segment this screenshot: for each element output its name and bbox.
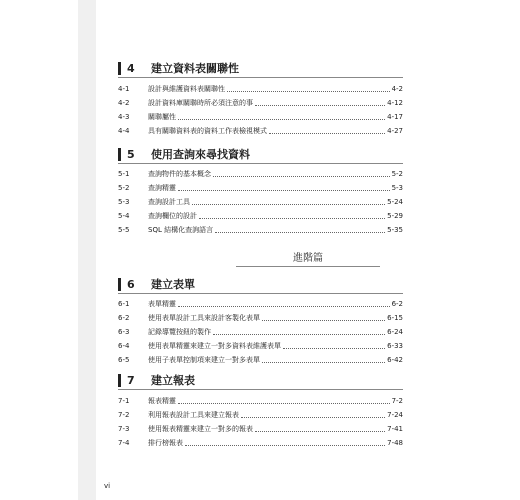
chapter-title: 使用查詢來尋找資料 <box>151 148 250 161</box>
entry-title: 查詢精靈 <box>148 184 176 192</box>
entry-number: 7-2 <box>118 411 130 419</box>
entry-title: 具有關聯資料表的資料工作表檢視模式 <box>148 127 267 135</box>
section-heading: 進階篇 <box>96 249 520 264</box>
chapter-heading <box>118 146 398 162</box>
entry-number: 6-5 <box>118 356 130 364</box>
dot-leader <box>192 203 385 205</box>
dot-leader <box>262 319 385 321</box>
toc-page <box>96 0 520 500</box>
dot-leader <box>213 175 390 177</box>
entry-number: 6-2 <box>118 314 130 322</box>
entry-title: 表單精靈 <box>148 300 176 308</box>
dot-leader <box>283 347 385 349</box>
chapter-heading <box>118 276 398 292</box>
dot-leader <box>269 132 385 134</box>
toc-entry[interactable] <box>118 123 403 135</box>
toc-entry[interactable] <box>118 296 403 308</box>
entry-page: 5-3 <box>391 184 403 192</box>
chapter-marker <box>118 278 121 291</box>
chapter-number: 4 <box>127 61 135 75</box>
dot-leader <box>215 231 385 233</box>
entry-title: 關聯屬性 <box>148 113 176 121</box>
toc-entry[interactable] <box>118 310 403 322</box>
chapter-number: 6 <box>127 277 135 291</box>
entry-number: 6-1 <box>118 300 130 308</box>
toc-entry[interactable] <box>118 95 403 107</box>
entry-page: 6-24 <box>387 328 403 336</box>
dot-leader <box>227 90 390 92</box>
entry-page: 5-24 <box>387 198 403 206</box>
toc-entry[interactable] <box>118 208 403 220</box>
entry-page: 6-15 <box>387 314 403 322</box>
chapter-title: 建立報表 <box>151 374 195 387</box>
entry-number: 5-3 <box>118 198 130 206</box>
left-margin-bar <box>78 0 96 500</box>
dot-leader <box>185 444 385 446</box>
entry-title: 排行榜報表 <box>148 439 183 447</box>
entry-page: 5-35 <box>387 226 403 234</box>
entry-title: 查詢物件的基本概念 <box>148 170 211 178</box>
dot-leader <box>262 361 385 363</box>
toc-entry[interactable] <box>118 180 403 192</box>
dot-leader <box>255 104 385 106</box>
entry-title: 查詢欄位的設計 <box>148 212 197 220</box>
chapter-number: 7 <box>127 373 135 387</box>
entry-page: 7-48 <box>387 439 403 447</box>
entry-number: 5-1 <box>118 170 130 178</box>
entry-number: 7-1 <box>118 397 130 405</box>
chapter-heading <box>118 372 398 388</box>
chapter-rule <box>118 389 403 390</box>
entry-title: 報表精靈 <box>148 397 176 405</box>
entry-title: 使用報表精靈來建立一對多的報表 <box>148 425 253 433</box>
dot-leader <box>178 189 390 191</box>
toc-entry[interactable] <box>118 166 403 178</box>
entry-page: 7-24 <box>387 411 403 419</box>
chapter-heading <box>118 60 398 76</box>
toc-entry[interactable] <box>118 222 403 234</box>
entry-title: 設計與維護資料表關聯性 <box>148 85 225 93</box>
toc-entry[interactable] <box>118 324 403 336</box>
entry-page: 7-2 <box>391 397 403 405</box>
entry-number: 4-2 <box>118 99 130 107</box>
entry-page: 4-12 <box>387 99 403 107</box>
entry-page: 5-29 <box>387 212 403 220</box>
entry-number: 6-4 <box>118 342 130 350</box>
dot-leader <box>255 430 385 432</box>
entry-title: 查詢設計工具 <box>148 198 190 206</box>
entry-title: 使用表單精靈來建立一對多資料表維護表單 <box>148 342 281 350</box>
entry-page: 7-41 <box>387 425 403 433</box>
chapter-rule <box>118 163 403 164</box>
entry-number: 7-4 <box>118 439 130 447</box>
entry-page: 6-33 <box>387 342 403 350</box>
entry-page: 4-17 <box>387 113 403 121</box>
entry-title: 設計資料庫關聯時所必須注意的事 <box>148 99 253 107</box>
toc-entry[interactable] <box>118 421 403 433</box>
entry-title: 利用報表設計工具來建立報表 <box>148 411 239 419</box>
entry-title: 使用子表單控制項來建立一對多表單 <box>148 356 260 364</box>
toc-entry[interactable] <box>118 109 403 121</box>
chapter-title: 建立資料表關聯性 <box>151 62 239 75</box>
chapter-marker <box>118 374 121 387</box>
page-number-footer: vi <box>104 482 111 490</box>
entry-number: 5-4 <box>118 212 130 220</box>
entry-page: 4-27 <box>387 127 403 135</box>
dot-leader <box>178 402 390 404</box>
entry-number: 7-3 <box>118 425 130 433</box>
chapter-rule <box>118 293 403 294</box>
entry-number: 4-1 <box>118 85 130 93</box>
chapter-number: 5 <box>127 147 135 161</box>
entry-page: 5-2 <box>391 170 403 178</box>
dot-leader <box>178 305 390 307</box>
entry-number: 5-2 <box>118 184 130 192</box>
entry-title: SQL 結構化查詢語言 <box>148 226 214 234</box>
dot-leader <box>178 118 385 120</box>
entry-title: 使用表單設計工具來設計客製化表單 <box>148 314 260 322</box>
entry-page: 6-42 <box>387 356 403 364</box>
entry-page: 4-2 <box>391 85 403 93</box>
toc-entry[interactable] <box>118 194 403 206</box>
entry-number: 6-3 <box>118 328 130 336</box>
entry-number: 4-3 <box>118 113 130 121</box>
dot-leader <box>241 416 385 418</box>
chapter-marker <box>118 62 121 75</box>
entry-title: 記錄導覽按鈕的製作 <box>148 328 211 336</box>
dot-leader <box>213 333 385 335</box>
entry-number: 5-5 <box>118 226 130 234</box>
toc-entry[interactable] <box>118 407 403 419</box>
entry-page: 6-2 <box>391 300 403 308</box>
toc-entry[interactable] <box>118 352 403 364</box>
toc-entry[interactable] <box>118 338 403 350</box>
chapter-title: 建立表單 <box>151 278 195 291</box>
toc-entry[interactable] <box>118 81 403 93</box>
entry-number: 4-4 <box>118 127 130 135</box>
toc-entry[interactable] <box>118 435 403 447</box>
toc-entry[interactable] <box>118 393 403 405</box>
chapter-marker <box>118 148 121 161</box>
chapter-rule <box>118 77 403 78</box>
dot-leader <box>199 217 385 219</box>
